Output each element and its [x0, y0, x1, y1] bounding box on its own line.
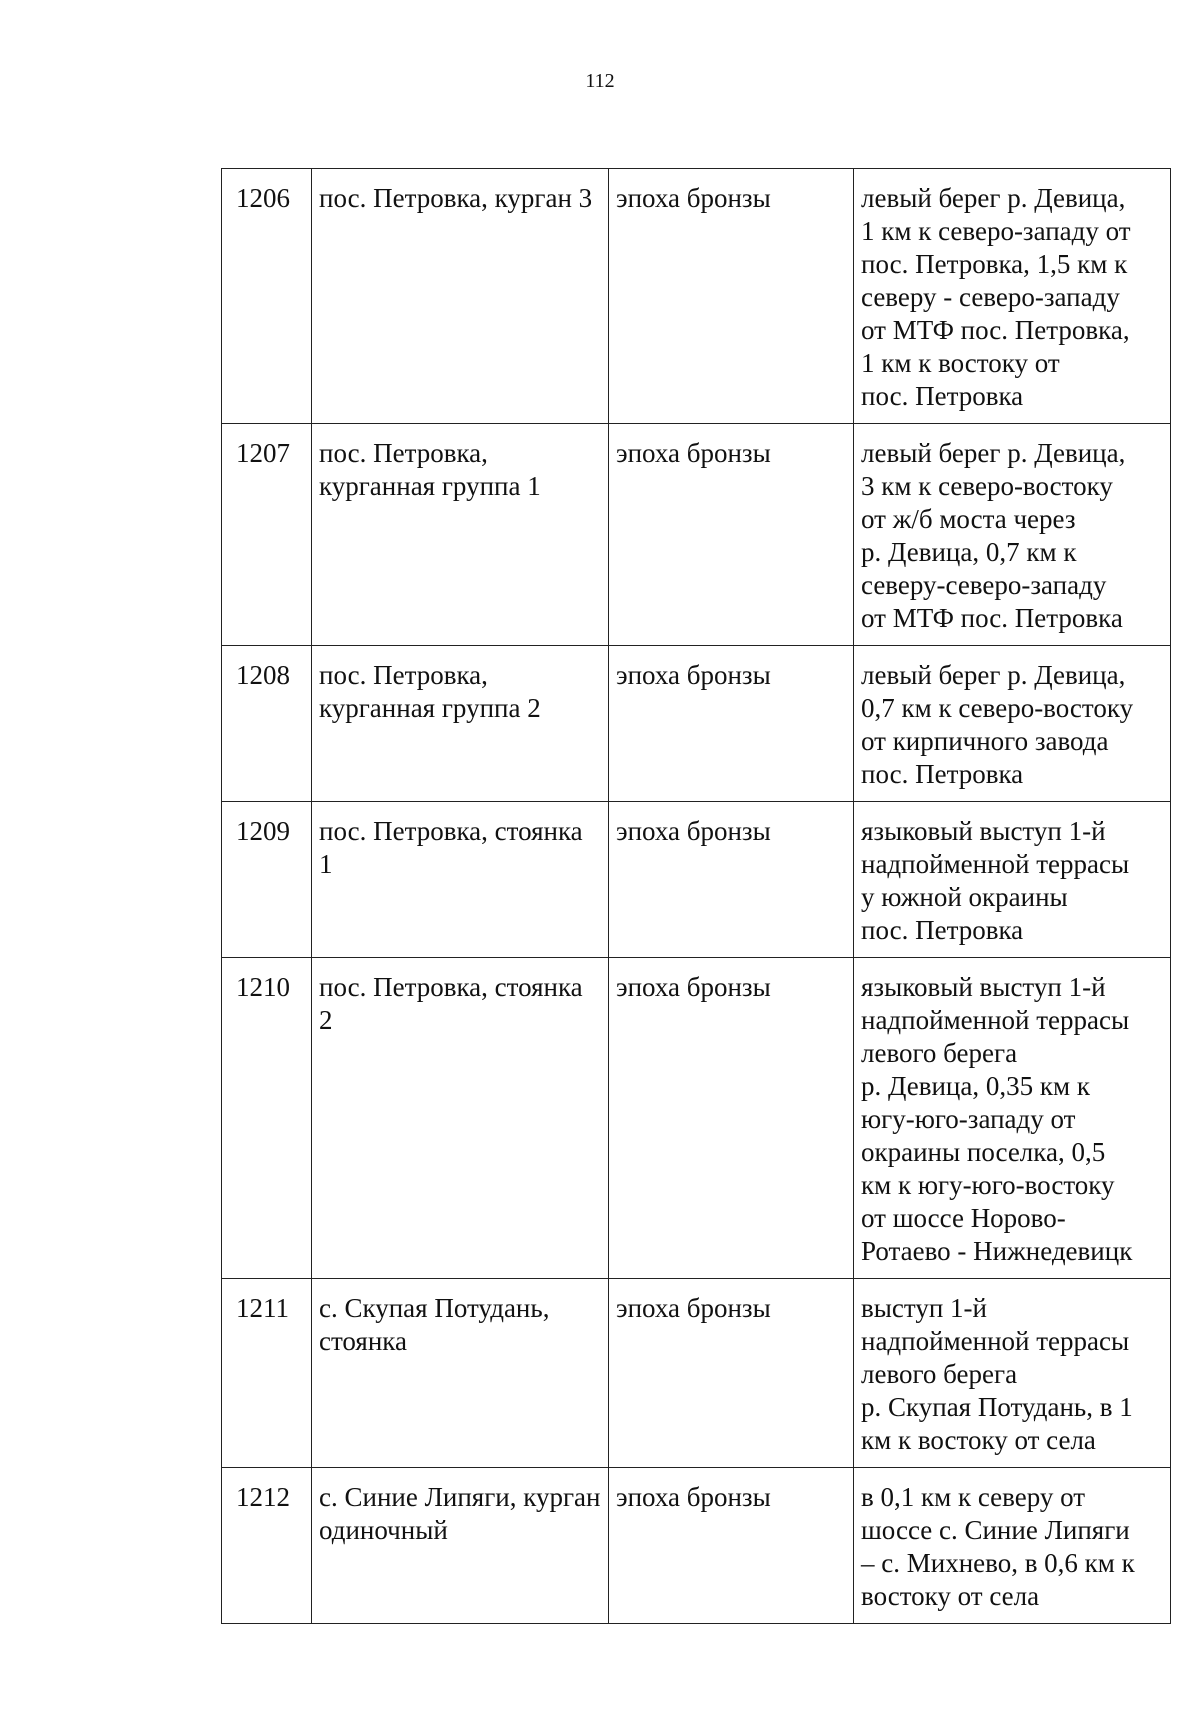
location-line: 3 км к северо-востоку: [861, 471, 1113, 501]
table-row: [222, 169, 1171, 424]
location-line: надпойменной террасы: [861, 1005, 1130, 1035]
cell-location: [854, 958, 1171, 1279]
location-line: выступ 1-й: [861, 1293, 987, 1323]
location-line: р. Девица, 0,35 км к: [861, 1071, 1090, 1101]
cell-place: пос. Петровка, курганная группа 2: [312, 646, 609, 802]
location-line: пос. Петровка: [861, 759, 1024, 789]
cell-place: пос. Петровка, стоянка 1: [312, 802, 609, 958]
location-line: 0,7 км к северо-востоку: [861, 693, 1134, 723]
location-line: надпойменной террасы: [861, 849, 1130, 879]
location-line: левого берега: [861, 1359, 1018, 1389]
location-line: р. Девица, 0,7 км к: [861, 537, 1077, 567]
cell-location: [854, 424, 1171, 646]
table-row: [222, 958, 1171, 1279]
cell-number: 1210: [222, 958, 312, 1279]
location-line: 1 км к северо-западу от: [861, 216, 1131, 246]
location-line: югу-юго-западу от: [861, 1104, 1076, 1134]
cell-epoch: эпоха бронзы: [609, 646, 854, 802]
cell-location: [854, 1279, 1171, 1468]
cell-epoch: эпоха бронзы: [609, 1468, 854, 1624]
cell-number: 1211: [222, 1279, 312, 1468]
cell-epoch: эпоха бронзы: [609, 169, 854, 424]
table-row: [222, 802, 1171, 958]
location-line: левый берег р. Девица,: [861, 438, 1126, 468]
cell-epoch: эпоха бронзы: [609, 1279, 854, 1468]
location-line: Ротаево - Нижнедевицк: [861, 1236, 1133, 1266]
cell-number: 1207: [222, 424, 312, 646]
cell-number: 1209: [222, 802, 312, 958]
location-line: км к югу-юго-востоку: [861, 1170, 1115, 1200]
location-line: востоку от села: [861, 1581, 1040, 1611]
location-line: надпойменной террасы: [861, 1326, 1130, 1356]
location-line: от шоссе Норово-: [861, 1203, 1066, 1233]
table-body: [222, 169, 1171, 1624]
cell-number: 1212: [222, 1468, 312, 1624]
location-line: от ж/б моста через: [861, 504, 1076, 534]
cell-location: [854, 646, 1171, 802]
location-line: левого берега: [861, 1038, 1018, 1068]
location-line: пос. Петровка: [861, 381, 1024, 411]
cell-epoch: эпоха бронзы: [609, 958, 854, 1279]
location-line: левый берег р. Девица,: [861, 183, 1126, 213]
table-row: [222, 424, 1171, 646]
location-line: в 0,1 км к северу от: [861, 1482, 1086, 1512]
page-number: 112: [585, 70, 615, 92]
cell-epoch: эпоха бронзы: [609, 802, 854, 958]
cell-location: [854, 169, 1171, 424]
location-line: от МТФ пос. Петровка: [861, 603, 1123, 633]
monuments-table: [221, 168, 1171, 1624]
location-line: у южной окраины: [861, 882, 1068, 912]
cell-location: [854, 802, 1171, 958]
location-line: шоссе с. Синие Липяги: [861, 1515, 1130, 1545]
cell-place: пос. Петровка, стоянка 2: [312, 958, 609, 1279]
cell-number: 1208: [222, 646, 312, 802]
location-line: км к востоку от села: [861, 1425, 1096, 1455]
location-line: – с. Михнево, в 0,6 км к: [861, 1548, 1135, 1578]
location-line: пос. Петровка, 1,5 км к: [861, 249, 1128, 279]
cell-place: пос. Петровка, курган 3: [312, 169, 609, 424]
location-line: северу-северо-западу: [861, 570, 1107, 600]
location-line: северу - северо-западу: [861, 282, 1120, 312]
cell-epoch: эпоха бронзы: [609, 424, 854, 646]
table-row: [222, 646, 1171, 802]
location-line: пос. Петровка: [861, 915, 1024, 945]
cell-location: [854, 1468, 1171, 1624]
cell-place: с. Скупая Потудань, стоянка: [312, 1279, 609, 1468]
cell-place: с. Синие Липяги, курган одиночный: [312, 1468, 609, 1624]
table-row: [222, 1468, 1171, 1624]
table-row: [222, 1279, 1171, 1468]
cell-number: 1206: [222, 169, 312, 424]
location-line: 1 км к востоку от: [861, 348, 1060, 378]
location-line: окраины поселка, 0,5: [861, 1137, 1106, 1167]
location-line: от МТФ пос. Петровка,: [861, 315, 1130, 345]
location-line: левый берег р. Девица,: [861, 660, 1126, 690]
location-line: языковый выступ 1-й: [861, 972, 1106, 1002]
location-line: р. Скупая Потудань, в 1: [861, 1392, 1133, 1422]
location-line: от кирпичного завода: [861, 726, 1109, 756]
location-line: языковый выступ 1-й: [861, 816, 1106, 846]
cell-place: пос. Петровка, курганная группа 1: [312, 424, 609, 646]
